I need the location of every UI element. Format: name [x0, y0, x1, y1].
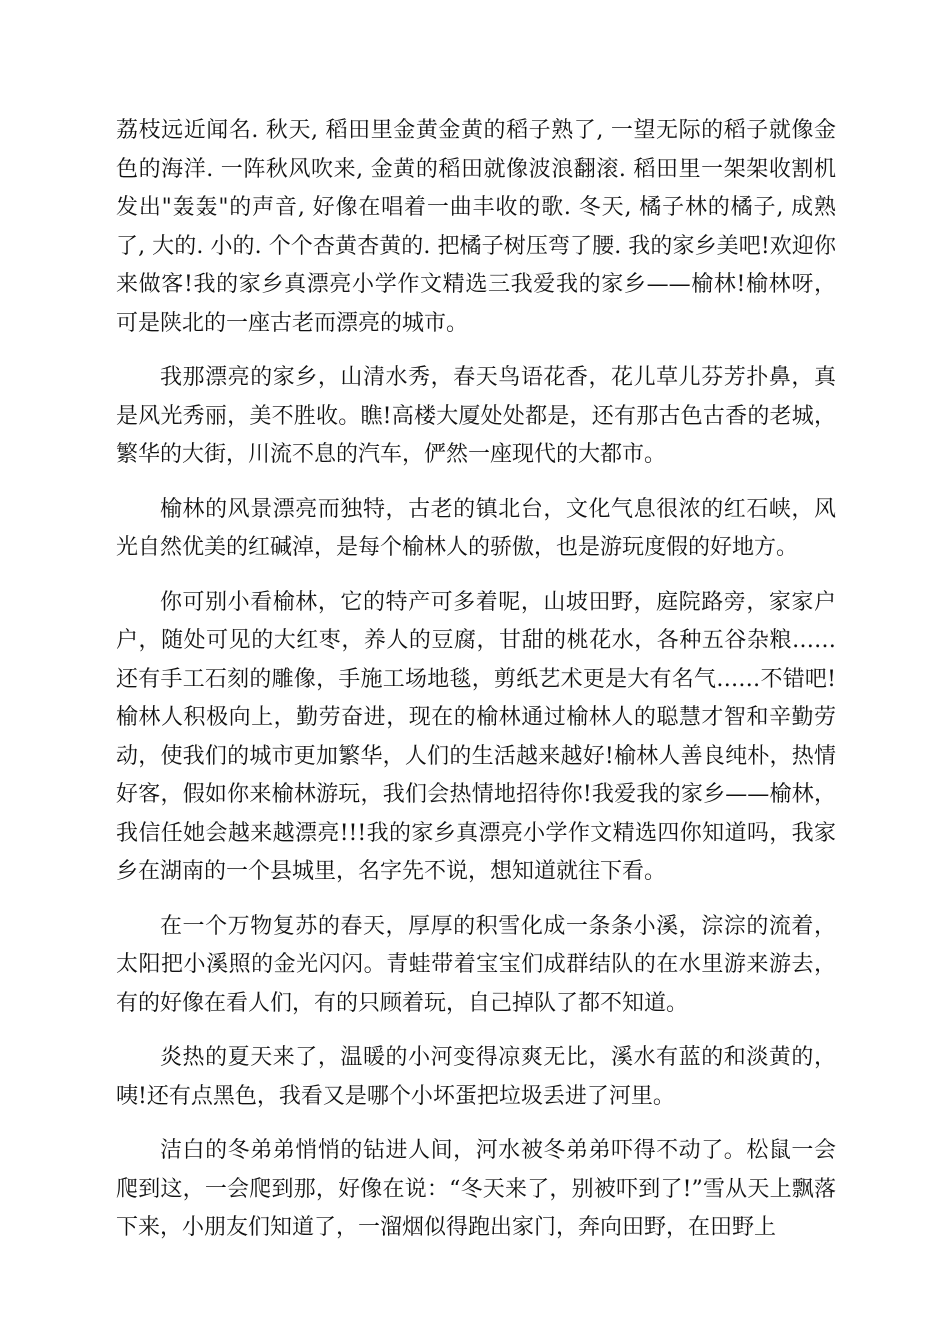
paragraph-5: 在一个万物复苏的春天，厚厚的积雪化成一条条小溪，淙淙的流着，太阳把小溪照的金光闪闪。青蛙带着宝宝们成群结队的在水里游来游去，有的好像在看人们，有的只顾着玩，自己掉队了都不知道。 [116, 913, 836, 1016]
paragraph-6: 炎热的夏天来了，温暖的小河变得凉爽无比，溪水有蓝的和淡黄的，咦!还有点黑色，我看又是哪个小坏蛋把垃圾丢进了河里。 [116, 1045, 836, 1109]
paragraph-7: 洁白的冬弟弟悄悄的钻进人间，河水被冬弟弟吓得不动了。松鼠一会爬到这，一会爬到那，好像在说：“冬天来了，别被吓到了!”雪从天上飘落下来，小朋友们知道了，一溜烟似得跑出家门，奔向田野，在田野上 [116, 1138, 836, 1240]
paragraph-1: 荔枝远近闻名. 秋天, 稻田里金黄金黄的稻子熟了, 一望无际的稻子就像金色的海洋. 一阵秋风吹来, 金黄的稻田就像波浪翻滚. 稻田里一架架收割机发出"轰轰"的声音, 好像在唱着一曲丰收的歌. 冬天, 橘子林的橘子, 成熟了, 大的. 小的. 个个杏黄杏黄的. 把橘子树压弯了腰. 我的家乡美吧!欢迎你来做客!我的家乡真漂亮小学作文精选三我爱我的家乡——榆林!榆林呀，可是陕北的一座古老而漂亮的城市。 [116, 118, 836, 336]
essay-body [116, 112, 836, 1248]
paragraph-3: 榆林的风景漂亮而独特，古老的镇北台，文化气息很浓的红石峡，风光自然优美的红碱淖，是每个榆林人的骄傲，也是游玩度假的好地方。 [116, 496, 836, 560]
paragraph-2: 我那漂亮的家乡，山清水秀，春天鸟语花香，花儿草儿芬芳扑鼻，真是风光秀丽，美不胜收。瞧!高楼大厦处处都是，还有那古色古香的老城，繁华的大街，川流不息的汽车，俨然一座现代的大都市。 [116, 365, 836, 467]
paragraph-4: 你可别小看榆林，它的特产可多着呢，山坡田野，庭院路旁，家家户户，随处可见的大红枣，养人的豆腐，甘甜的桃花水，各种五谷杂粮……还有手工石刻的雕像，手施工场地毯，剪纸艺术更是大有名气……不错吧!榆林人积极向上，勤劳奋进，现在的榆林通过榆林人的聪慧才智和辛勤劳动，使我们的城市更加繁华，人们的生活越来越好!榆林人善良纯朴，热情好客，假如你来榆林游玩，我们会热情地招待你!我爱我的家乡——榆林，我信任她会越来越漂亮!!!我的家乡真漂亮小学作文精选四你知道吗，我家乡在湖南的一个县城里，名字先不说，想知道就往下看。 [116, 589, 836, 884]
